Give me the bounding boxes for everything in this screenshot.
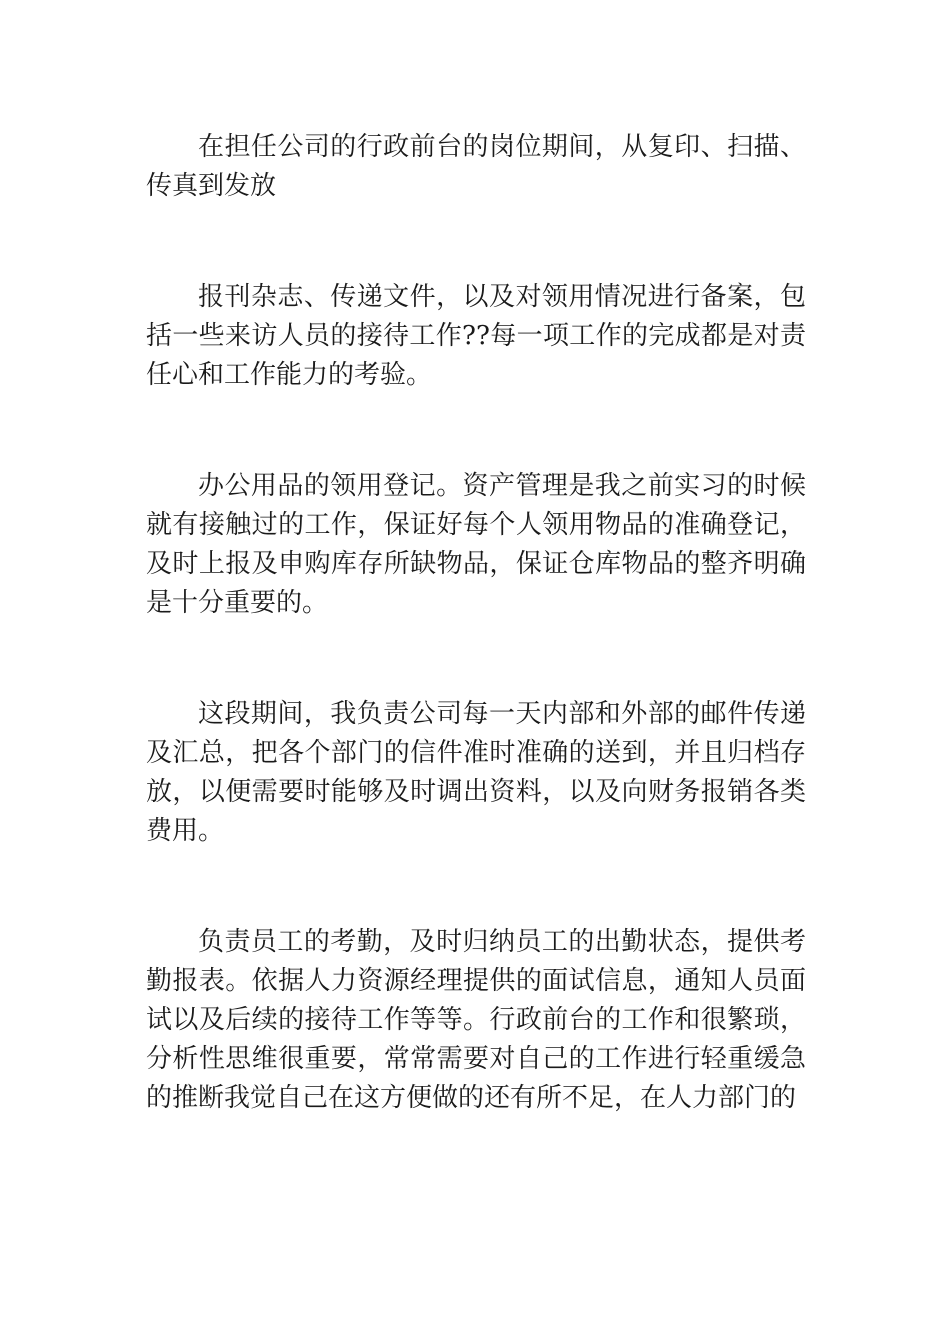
paragraph-3: 办公用品的领用登记。资产管理是我之前实习的时候就有接触过的工作，保证好每个人领用物品的准确登记，及时上报及申购库存所缺物品，保证仓库物品的整齐明确是十分重要的。 <box>146 471 806 618</box>
paragraph-2: 报刊杂志、传递文件，以及对领用情况进行备案，包括一些来访人员的接待工作??每一项工作的完成都是对责任心和工作能力的考验。 <box>146 282 806 390</box>
paragraph-4: 这段期间，我负责公司每一天内部和外部的邮件传递及汇总，把各个部门的信件准时准确的送到，并且归档存放，以便需要时能够及时调出资料，以及向财务报销各类费用。 <box>146 699 806 846</box>
paragraph-5: 负责员工的考勤，及时归纳员工的出勤状态，提供考勤报表。依据人力资源经理提供的面试信息，通知人员面试以及后续的接待工作等等。行政前台的工作和很繁琐，分析性思维很重要，常常需要对自己的工作进行轻重缓急的推断我觉自己在这方便做的还有所不足，在人力部门的 <box>146 927 806 1113</box>
document-page <box>146 128 806 1118</box>
paragraph-1: 在担任公司的行政前台的岗位期间，从复印、扫描、传真到发放 <box>146 132 806 201</box>
